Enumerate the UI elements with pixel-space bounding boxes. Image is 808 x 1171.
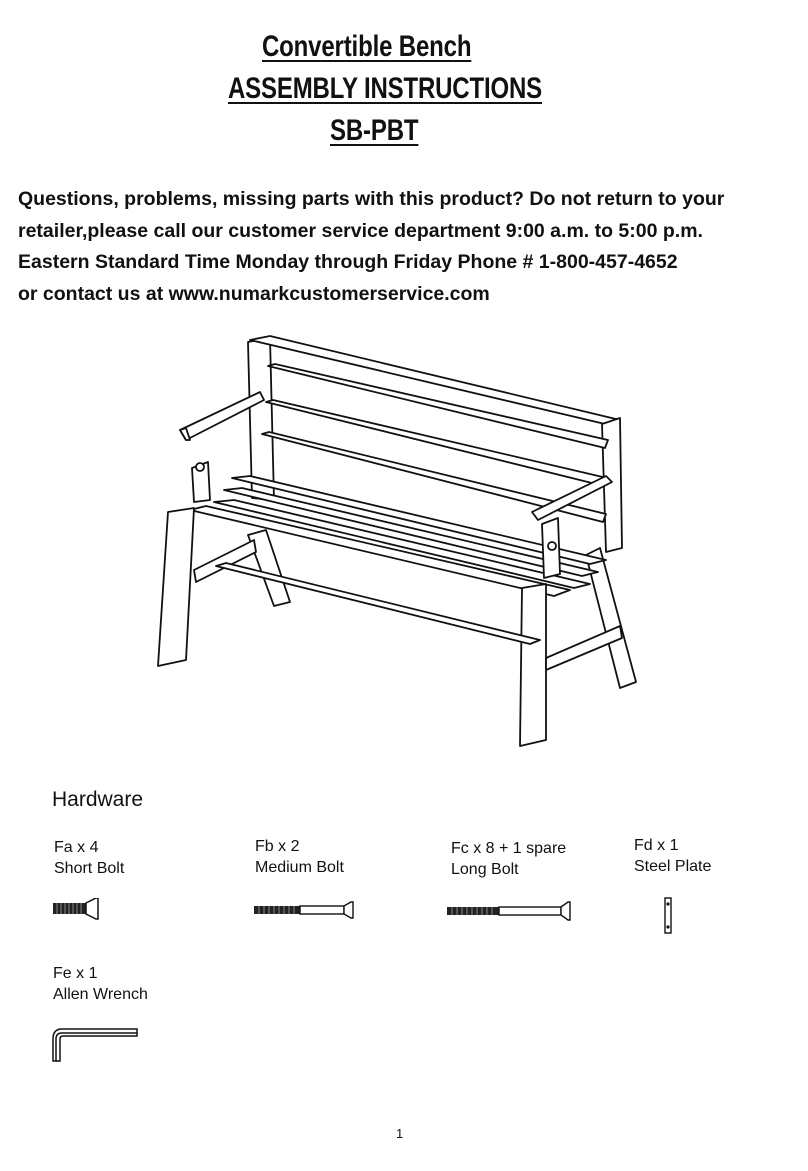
part-name: Short Bolt (54, 860, 125, 877)
hardware-part-fb (255, 836, 344, 878)
notice-line-4: or contact us at www.numarkcustomerservice.com (18, 282, 490, 305)
hardware-heading: Hardware (52, 788, 144, 811)
notice-line-2: retailer,please call our customer service department 9:00 a.m. to 5:00 p.m. (18, 219, 703, 242)
part-quantity: Fb x 2 (255, 838, 300, 855)
hardware-part-fd (634, 835, 711, 877)
part-quantity: Fa x 4 (54, 839, 99, 856)
document-title: Convertible Bench (262, 30, 472, 63)
right-arm-bolt (548, 542, 556, 550)
front-left-leg (158, 508, 194, 666)
left-side-stretcher (194, 540, 256, 582)
part-quantity: Fc x 8 + 1 spare (451, 840, 567, 857)
part-quantity: Fe x 1 (53, 965, 98, 982)
bench-illustration (150, 330, 650, 760)
hardware-part-fc (451, 838, 566, 880)
long-bolt-icon (446, 901, 574, 923)
part-quantity: Fd x 1 (634, 837, 679, 854)
page-number: 1 (396, 1126, 404, 1141)
front-right-leg (520, 584, 546, 746)
medium-bolt-icon (253, 901, 357, 921)
model-number: SB-PBT (330, 114, 419, 147)
notice-line-3: Eastern Standard Time Monday through Friday Phone # 1-800-457-4652 (18, 251, 678, 273)
part-name: Allen Wrench (53, 986, 148, 1003)
back-right-leg (586, 548, 636, 688)
steel-plate-icon (662, 896, 674, 936)
notice-line-1: Questions, problems, missing parts with this product? Do not return to your (18, 188, 725, 210)
hardware-part-fe (53, 963, 148, 1005)
allen-wrench-icon (52, 1025, 142, 1065)
document-subtitle: ASSEMBLY INSTRUCTIONS (228, 72, 543, 105)
customer-service-notice (18, 184, 798, 310)
part-name: Medium Bolt (255, 859, 344, 876)
hardware-part-fa (54, 837, 124, 879)
part-name: Long Bolt (451, 861, 519, 878)
short-bolt-icon (52, 898, 102, 922)
part-name: Steel Plate (634, 858, 712, 875)
left-arm-bolt (196, 463, 204, 471)
